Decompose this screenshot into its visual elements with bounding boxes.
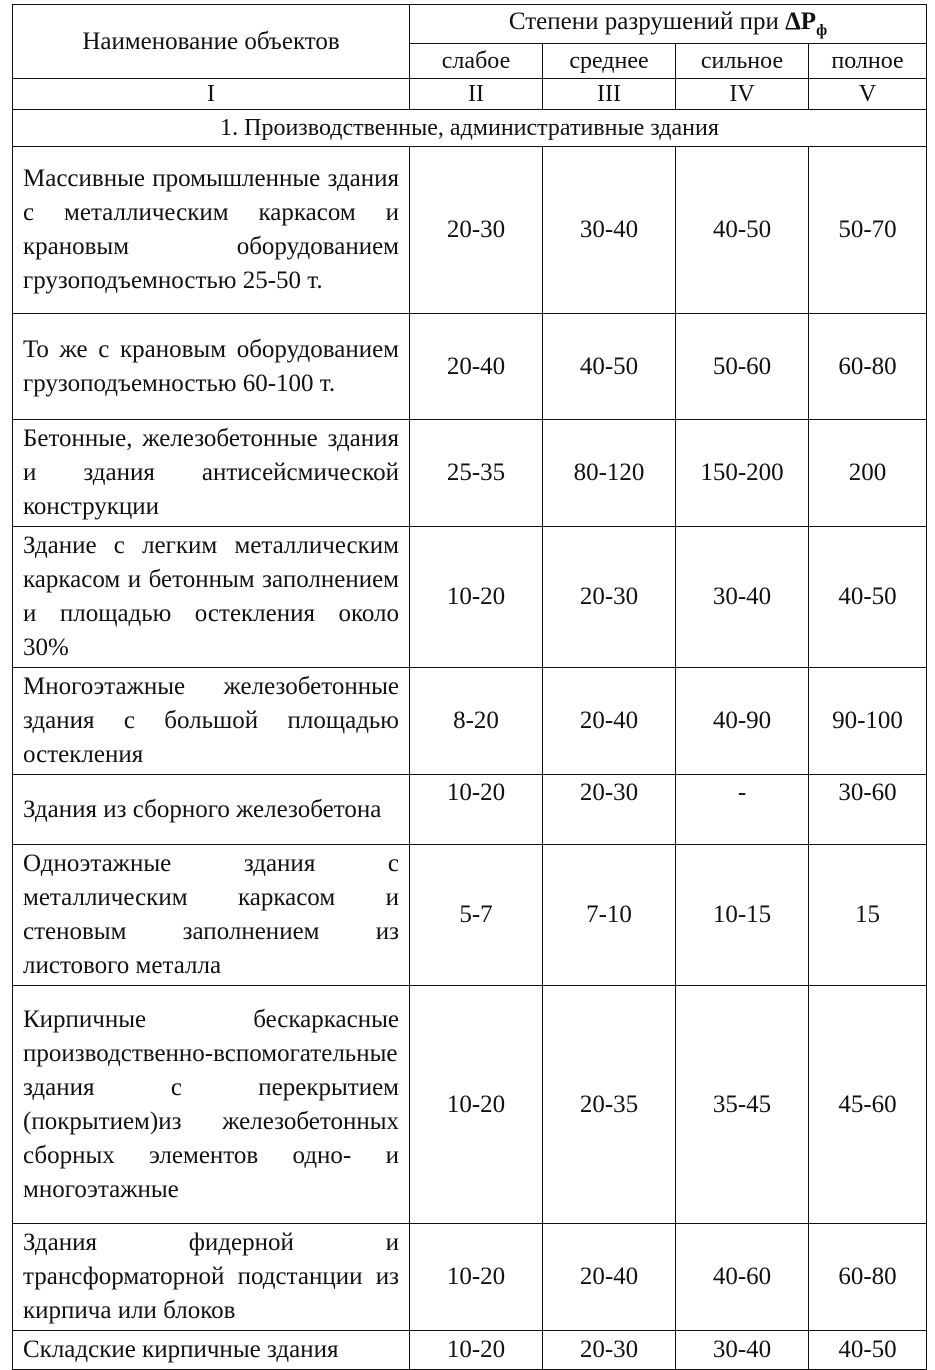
table-row [13,1224,927,1331]
object-name: Одноэтажные здания с металлическим каркасом и стеновым заполнением из листового металла [13,845,410,986]
object-name: Бетонные, железобетонные здания и здания антисейсмической конструкции [13,420,410,527]
value-cell: 80-120 [543,420,676,527]
value-cell: 20-40 [410,314,543,420]
value-cell: 40-50 [809,1331,927,1370]
table-row [13,775,927,845]
value-cell: 20-40 [543,1224,676,1331]
value-cell: 30-40 [676,527,809,668]
table-row [13,420,927,527]
header-subcol: среднее [543,44,676,79]
value-cell: 7-10 [543,845,676,986]
header-roman: III [543,79,676,110]
header-subcol: сильное [676,44,809,79]
value-cell: 20-35 [543,986,676,1224]
object-name: Массивные промышленные здания с металлическим каркасом и крановым оборудованием грузоподъемностью 25-50 т. [13,147,410,314]
table-row [13,1331,927,1370]
header-roman: IV [676,79,809,110]
header-subcol: слабое [410,44,543,79]
header-group-label: Степени разрушений при [508,8,786,35]
value-cell: 10-20 [410,527,543,668]
section-title: 1. Производственные, административные здания [13,110,927,147]
value-cell: 30-60 [809,775,927,845]
table-row [13,527,927,668]
value-cell: 20-40 [543,668,676,775]
value-cell: 10-20 [410,1224,543,1331]
value-cell: 40-50 [676,147,809,314]
value-cell: 10-20 [410,986,543,1224]
value-cell: 20-30 [410,147,543,314]
destruction-table [12,4,927,1370]
value-cell: 10-20 [410,1331,543,1370]
table-row [13,668,927,775]
value-cell: 45-60 [809,986,927,1224]
value-cell: 40-60 [676,1224,809,1331]
value-cell: 10-15 [676,845,809,986]
value-cell: 20-30 [543,1331,676,1370]
object-name: Многоэтажные железобетонные здания с большой площадью остекления [13,668,410,775]
value-cell: 25-35 [410,420,543,527]
value-cell: 60-80 [809,314,927,420]
value-cell: 50-60 [676,314,809,420]
value-cell: 35-45 [676,986,809,1224]
value-cell: 40-50 [809,527,927,668]
value-cell: 20-30 [543,775,676,845]
value-cell: 30-40 [676,1331,809,1370]
table-row [13,314,927,420]
table-row [13,986,927,1224]
value-cell: 200 [809,420,927,527]
value-cell: 8-20 [410,668,543,775]
value-cell: 90-100 [809,668,927,775]
header-roman: II [410,79,543,110]
value-cell: 40-50 [543,314,676,420]
object-name: Складские кирпичные здания [13,1331,410,1370]
header-roman: I [13,79,410,110]
object-name: Здания из сборного железобетона [13,775,410,845]
document-page [12,4,926,1370]
delta-p-main: ΔP [785,8,817,35]
object-name: То же с крановым оборудованием грузоподъемностью 60-100 т. [13,314,410,420]
table-row [13,147,927,314]
value-cell: 5-7 [410,845,543,986]
value-cell: 15 [809,845,927,986]
header-subcol: полное [809,44,927,79]
object-name: Кирпичные бескаркасные производственно-вспомогательные здания с перекрытием (покрытием)из железобетонных сборных элементов одно- и многоэтажные [13,986,410,1224]
header-roman: V [809,79,927,110]
object-name: Здание с легким металлическим каркасом и бетонным заполнением и площадью остекления около 30% [13,527,410,668]
value-cell: 30-40 [543,147,676,314]
table-row [13,845,927,986]
value-cell: 10-20 [410,775,543,845]
object-name: Здания фидерной и трансформаторной подстанции из кирпича или блоков [13,1224,410,1331]
delta-p-symbol [785,8,828,39]
value-cell: 60-80 [809,1224,927,1331]
header-name-col: Наименование объектов [13,5,410,79]
value-cell: 20-30 [543,527,676,668]
value-cell: 40-90 [676,668,809,775]
value-cell: 50-70 [809,147,927,314]
header-group [410,5,927,44]
delta-p-sub: ф [816,22,828,39]
value-cell: 150-200 [676,420,809,527]
value-cell: - [676,775,809,845]
